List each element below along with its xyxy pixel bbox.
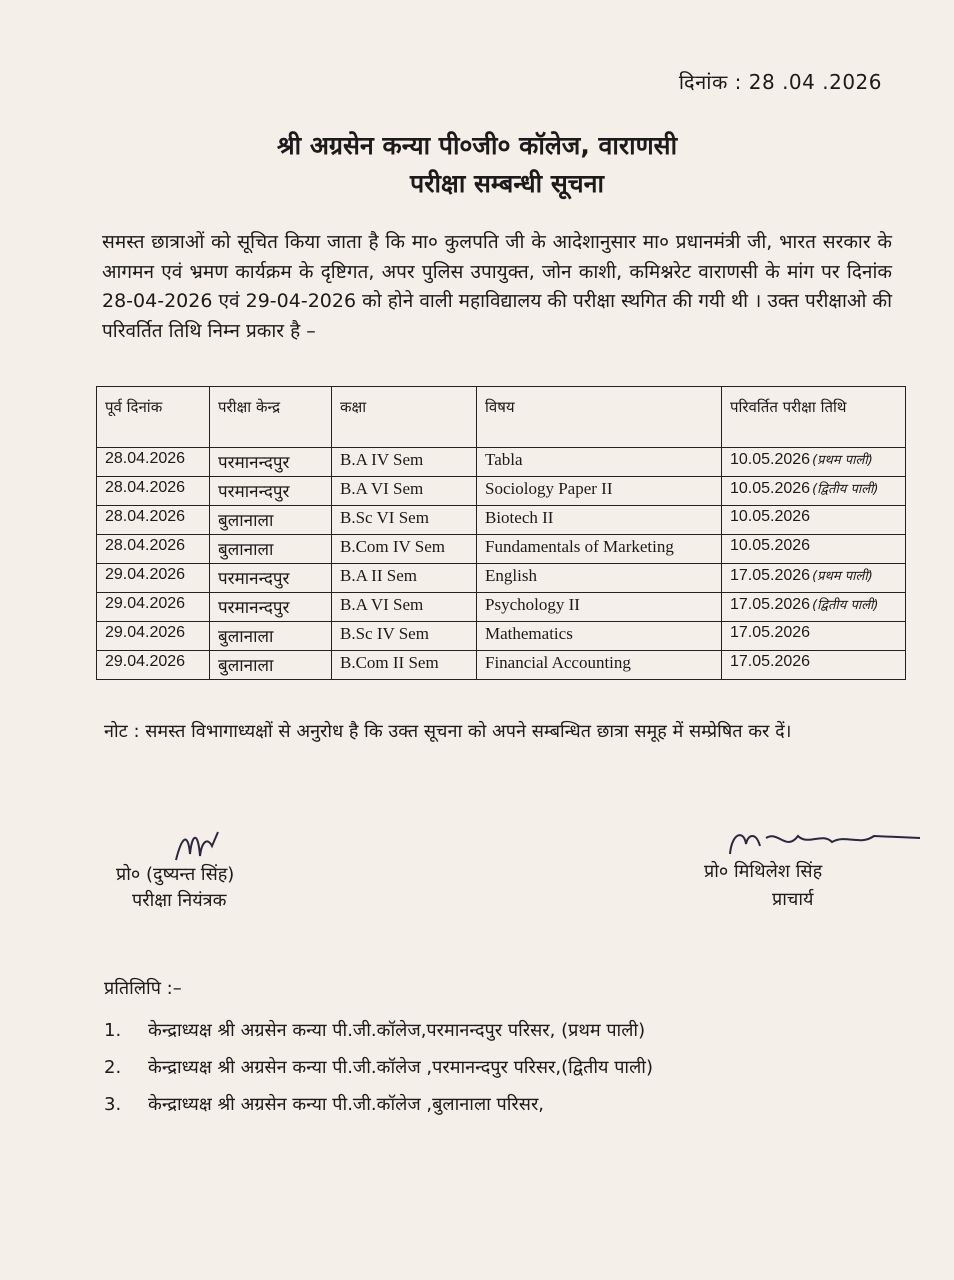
cell-old-date: 28.04.2026 <box>97 448 210 477</box>
cell-old-date: 29.04.2026 <box>97 651 210 680</box>
cell-new-date <box>722 622 906 651</box>
cell-new-date <box>722 564 906 593</box>
header-subject: विषय <box>477 387 722 448</box>
cell-subject: Mathematics <box>477 622 722 651</box>
cell-centre: परमानन्दपुर <box>210 564 332 593</box>
copy-heading: प्रतिलिपि :– <box>104 978 182 999</box>
signatory-left <box>116 862 234 914</box>
new-date-value: 10.05.2026 <box>730 508 811 525</box>
table-body <box>97 448 906 680</box>
cell-centre: परमानन्दपुर <box>210 477 332 506</box>
list-number: 2. <box>104 1057 122 1078</box>
shift-note: (प्रथम पाली) <box>812 569 873 584</box>
signatory-right-designation: प्राचार्य <box>772 889 814 910</box>
list-text: केन्द्राध्यक्ष श्री अग्रसेन कन्या पी.जी.कॉलेज,परमानन्दपुर परिसर, (प्रथम पाली) <box>148 1020 646 1041</box>
cell-subject: English <box>477 564 722 593</box>
cell-old-date: 29.04.2026 <box>97 564 210 593</box>
table-row <box>97 506 906 535</box>
signatory-left-designation: परीक्षा नियंत्रक <box>132 890 227 911</box>
new-date-value: 17.05.2026 <box>730 567 811 584</box>
cell-subject: Biotech II <box>477 506 722 535</box>
cell-new-date <box>722 448 906 477</box>
copy-list <box>104 1012 653 1123</box>
notice-paragraph: समस्त छात्राओं को सूचित किया जाता है कि मा० कुलपति जी के आदेशानुसार मा० प्रधानमंत्री जी, भारत सरकार के आगमन एवं भ्रमण कार्यक्रम के दृष्टिगत, अपर पुलिस उपायुक्त, जोन काशी, कमिश्नरेट वाराणसी के मांग पर दिनांक 28-04-2026 एवं 29-04-2026 को होने वाली महाविद्यालय की परीक्षा स्थगित की गयी थी । उक्त परीक्षाओ की परिवर्तित तिथि निम्न प्रकार है – <box>102 231 892 342</box>
cell-class: B.A IV Sem <box>332 448 477 477</box>
header-centre: परीक्षा केन्द्र <box>210 387 332 448</box>
cell-class: B.A VI Sem <box>332 477 477 506</box>
table-row <box>97 622 906 651</box>
cell-new-date <box>722 506 906 535</box>
cell-new-date <box>722 477 906 506</box>
list-number: 1. <box>104 1020 122 1041</box>
college-title: श्री अग्रसेन कन्या पी०जी० कॉलेज, वाराणसी <box>276 131 678 160</box>
cell-old-date: 29.04.2026 <box>97 622 210 651</box>
list-item <box>104 1012 653 1049</box>
header-old-date: पूर्व दिनांक <box>97 387 210 448</box>
list-item <box>104 1086 653 1123</box>
signatory-left-name: प्रो० (दुष्यन्त सिंह) <box>116 864 235 885</box>
cell-class: B.Com II Sem <box>332 651 477 680</box>
cell-centre: परमानन्दपुर <box>210 448 332 477</box>
shift-note: (द्वितीय पाली) <box>812 598 879 613</box>
new-date-value: 10.05.2026 <box>730 451 811 468</box>
cell-class: B.Sc IV Sem <box>332 622 477 651</box>
note-text: नोट : समस्त विभागाध्यक्षों से अनुरोध है कि उक्त सूचना को अपने सम्बन्धित छात्रा समूह में सम्प्रेषित कर दें। <box>104 721 792 742</box>
shift-note: (प्रथम पाली) <box>812 453 873 468</box>
cell-subject: Fundamentals of Marketing <box>477 535 722 564</box>
cell-class: B.A VI Sem <box>332 593 477 622</box>
cell-centre: बुलानाला <box>210 622 332 651</box>
cell-new-date <box>722 535 906 564</box>
cell-subject: Sociology Paper II <box>477 477 722 506</box>
new-date-value: 17.05.2026 <box>730 624 811 641</box>
signature-left-icon <box>172 826 222 866</box>
cell-old-date: 28.04.2026 <box>97 535 210 564</box>
cell-centre: परमानन्दपुर <box>210 593 332 622</box>
cell-centre: बुलानाला <box>210 535 332 564</box>
cell-subject: Tabla <box>477 448 722 477</box>
new-date-value: 17.05.2026 <box>730 596 811 613</box>
signatory-right-name: प्रो० मिथिलेश सिंह <box>704 861 823 882</box>
cell-centre: बुलानाला <box>210 651 332 680</box>
cell-new-date <box>722 651 906 680</box>
cell-class: B.A II Sem <box>332 564 477 593</box>
cell-subject: Financial Accounting <box>477 651 722 680</box>
list-number: 3. <box>104 1094 122 1115</box>
shift-note: (द्वितीय पाली) <box>812 482 879 497</box>
new-date-value: 10.05.2026 <box>730 537 811 554</box>
header-class: कक्षा <box>332 387 477 448</box>
table-row <box>97 535 906 564</box>
table-row <box>97 477 906 506</box>
signature-right-icon <box>726 826 926 860</box>
list-text: केन्द्राध्यक्ष श्री अग्रसेन कन्या पी.जी.कॉलेज ,बुलानाला परिसर, <box>148 1094 545 1115</box>
notice-date: दिनांक : 28 .04 .2026 <box>678 70 882 94</box>
cell-subject: Psychology II <box>477 593 722 622</box>
signatory-right <box>704 858 822 914</box>
table-row <box>97 651 906 680</box>
new-date-value: 17.05.2026 <box>730 653 811 670</box>
table-row <box>97 448 906 477</box>
exam-schedule-table <box>96 386 906 680</box>
cell-old-date: 29.04.2026 <box>97 593 210 622</box>
table-row <box>97 593 906 622</box>
list-item <box>104 1049 653 1086</box>
new-date-value: 10.05.2026 <box>730 480 811 497</box>
cell-old-date: 28.04.2026 <box>97 506 210 535</box>
header-new-date: परिवर्तित परीक्षा तिथि <box>722 387 906 448</box>
cell-old-date: 28.04.2026 <box>97 477 210 506</box>
notice-title: परीक्षा सम्बन्धी सूचना <box>410 169 604 198</box>
cell-class: B.Sc VI Sem <box>332 506 477 535</box>
cell-centre: बुलानाला <box>210 506 332 535</box>
cell-class: B.Com IV Sem <box>332 535 477 564</box>
table-row <box>97 564 906 593</box>
list-text: केन्द्राध्यक्ष श्री अग्रसेन कन्या पी.जी.कॉलेज ,परमानन्दपुर परिसर,(द्वितीय पाली) <box>148 1057 653 1078</box>
cell-new-date <box>722 593 906 622</box>
table-header-row <box>97 387 906 448</box>
